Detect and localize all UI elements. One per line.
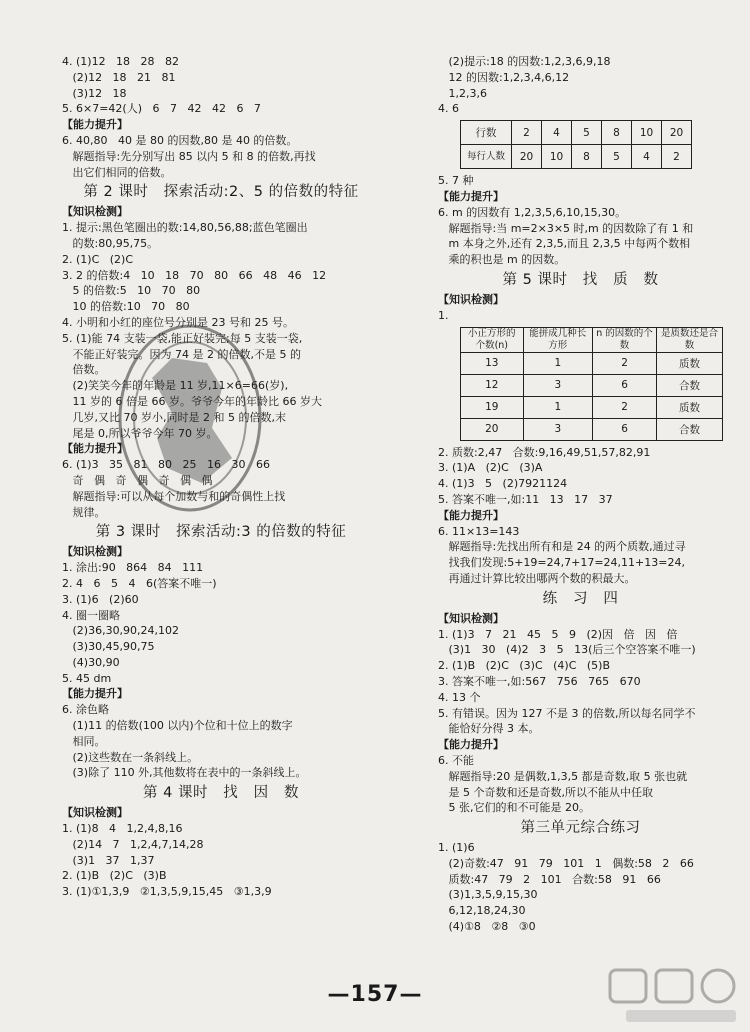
table-header-cell: n 的因数的个数	[593, 327, 657, 352]
table-cell: 1	[523, 352, 592, 374]
answer-line: 解题指导:20 是偶数,1,3,5 都是奇数,取 5 张也就	[438, 769, 688, 783]
section-tag: 【能力提升】	[62, 687, 128, 701]
answer-line: 乘的积也是 m 的因数。	[438, 253, 566, 267]
right-bottom-block	[438, 445, 723, 935]
answer-line: 1. 提示:黑色笔圈出的数:14,80,56,88;蓝色笔圈出	[62, 221, 308, 235]
table-cell: 1	[523, 396, 592, 418]
answer-line: 几岁,又比 70 岁小,同时是 2 和 5 的倍数,末	[62, 410, 286, 424]
answer-line: 3. (1)A (2)C (3)A	[438, 461, 543, 475]
answer-line: (3)除了 110 外,其他数将在表中的一条斜线上。	[62, 766, 307, 780]
table-cell: 质数	[657, 352, 723, 374]
section-tag: 【知识检测】	[62, 806, 128, 820]
table-cell: 4	[632, 145, 662, 169]
table-row	[461, 352, 723, 374]
section-heading: 第 4 课时 找 因 数	[143, 785, 299, 802]
answer-line: 5 张,它们的和不可能是 20。	[438, 801, 590, 815]
section-tag: 【知识检测】	[62, 545, 128, 559]
answer-line: 3. 答案不唯一,如:567 756 765 670	[438, 674, 641, 688]
section-tag: 【能力提升】	[62, 118, 128, 132]
section-tag: 【知识检测】	[62, 205, 128, 219]
answer-line: 5. 7 种	[438, 174, 474, 188]
answer-line: 2. (1)B (2)C (3)B	[62, 869, 167, 883]
answer-line: 6. 不能	[438, 753, 474, 767]
answer-line: 再通过计算比较出哪两个数的积最大。	[438, 571, 636, 585]
section-tag: 【能力提升】	[62, 442, 128, 456]
answer-line: (3)1 30 (4)2 3 5 13(后三个空答案不唯一)	[438, 643, 696, 657]
answer-line: (3)30,45,90,75	[62, 640, 155, 654]
answer-line: (2)这些数在一条斜线上。	[62, 750, 199, 764]
answer-line: 1. 涂出:90 864 84 111	[62, 561, 204, 575]
rows-table	[460, 120, 692, 169]
table-cell: 19	[461, 396, 524, 418]
answer-line: 4. (1)12 18 28 82	[62, 55, 180, 68]
table-cell: 13	[461, 352, 524, 374]
answer-line: 5. (1)能 74 支装一袋,能正好装完;每 5 支装一袋,	[62, 331, 303, 345]
library-stamp-watermark	[112, 318, 267, 518]
table-cell: 10	[632, 121, 662, 145]
answer-line: 6. 40,80 40 是 80 的因数,80 是 40 的倍数。	[62, 133, 298, 147]
primes-table	[460, 327, 723, 441]
table-header-cell: 小正方形的个数(n)	[461, 327, 524, 352]
table-cell: 6	[593, 374, 657, 396]
answer-line: 5. 答案不唯一,如:11 13 17 37	[438, 492, 613, 506]
answer-line: 解题指导:当 m=2×3×5 时,m 的因数除了有 1 和	[438, 221, 694, 235]
table-cell: 20	[662, 121, 692, 145]
answer-line: 出它们相同的倍数。	[62, 165, 172, 179]
answer-line: 6. 涂色略	[62, 703, 109, 717]
table-cell: 3	[523, 374, 592, 396]
table-cell: 2	[593, 352, 657, 374]
table-cell: 2	[512, 121, 542, 145]
answer-line: (2)笑笑今年的年龄是 11 岁,11×6=66(岁),	[62, 379, 289, 393]
answer-line: 1,2,3,6	[438, 86, 487, 100]
table-row	[461, 418, 723, 440]
table-cell: 2	[593, 396, 657, 418]
table-header-cell: 能拼成几种长方形	[523, 327, 592, 352]
answer-line: 是 5 个奇数和还是奇数,所以不能从中任取	[438, 785, 653, 799]
answer-line: 4. (1)3 5 (2)7921124	[438, 477, 568, 491]
answer-line: 1.	[438, 308, 449, 322]
answer-line: 解题指导:先分别写出 85 以内 5 和 8 的倍数,再找	[62, 149, 316, 163]
answer-line: 3. 2 的倍数:4 10 18 70 80 66 48 46 12	[62, 268, 327, 282]
answer-line: (3)12 18	[62, 86, 127, 100]
answer-line: (2)12 18 21 81	[62, 70, 176, 84]
answer-line: 5. 6×7=42(人) 6 7 42 42 6 7	[62, 102, 261, 116]
answer-line: 6,12,18,24,30	[438, 904, 526, 918]
answer-line: m 本身之外,还有 2,3,5,而且 2,3,5 中每两个数相	[438, 237, 691, 251]
table-cell: 合数	[657, 418, 723, 440]
answer-line: (3)1,3,5,9,15,30	[438, 888, 538, 902]
answer-line: 2. (1)C (2)C	[62, 252, 134, 266]
answer-line: 4. 13 个	[438, 690, 481, 704]
section-tag: 【能力提升】	[438, 189, 504, 203]
section-heading: 第 2 课时 探索活动:2、5 的倍数的特征	[83, 184, 359, 201]
table-cell: 质数	[657, 396, 723, 418]
answer-line: 4. 小明和小红的座位号分别是 23 号和 25 号。	[62, 315, 294, 329]
answer-line: 5 的倍数:5 10 70 80	[62, 284, 201, 298]
section-tag: 【能力提升】	[438, 508, 504, 522]
answer-line: 奇 偶 奇 偶 奇 偶 偶	[62, 473, 213, 487]
table-cell: 8	[602, 121, 632, 145]
right-mid-block	[438, 173, 723, 323]
answer-line: 解题指导:可以从每个加数与和的奇偶性上找	[62, 489, 286, 503]
answer-line: 尾是 0,所以爷爷今年 70 岁。	[62, 426, 218, 440]
section-tag: 【能力提升】	[438, 738, 504, 752]
answer-line: 1. (1)3 7 21 45 5 9 (2)因 倍 因 倍	[438, 627, 678, 641]
answer-line: 找我们发现:5+19=24,7+17=24,11+13=24,	[438, 556, 685, 570]
table-cell: 20	[512, 145, 542, 169]
answer-line: 规律。	[62, 505, 106, 519]
answer-line: 能恰好分得 3 本。	[438, 722, 540, 736]
table-header-cell: 行数	[461, 121, 512, 145]
answer-line: (1)11 的倍数(100 以内)个位和十位上的数字	[62, 719, 293, 733]
answer-line: 3. (1)①1,3,9 ②1,3,5,9,15,45 ③1,3,9	[62, 885, 272, 899]
answer-line: 不能正好装完。因为 74 是 2 的倍数,不是 5 的	[62, 347, 301, 361]
table-header-cell: 是质数还是合数	[657, 327, 723, 352]
answer-line: (3)1 37 1,37	[62, 853, 155, 867]
table-header-cell: 每行人数	[461, 145, 512, 169]
answer-line: (4)30,90	[62, 655, 120, 669]
table-header-row	[461, 327, 723, 352]
answer-line: 2. 质数:2,47 合数:9,16,49,51,57,82,91	[438, 445, 651, 459]
answer-line: 2. (1)B (2)C (3)C (4)C (5)B	[438, 659, 610, 673]
right-column	[438, 54, 723, 935]
answer-line: (2)提示:18 的因数:1,2,3,6,9,18	[438, 55, 611, 68]
section-tag: 【知识检测】	[438, 611, 504, 625]
answer-line: 6. (1)3 35 81 80 25 16 30 66	[62, 458, 270, 472]
table-cell: 10	[542, 145, 572, 169]
right-top-block	[438, 54, 723, 117]
table-row	[461, 145, 692, 169]
answer-line: 解题指导:先找出所有和是 24 的两个质数,通过寻	[438, 540, 686, 554]
table-cell: 3	[523, 418, 592, 440]
table-cell: 合数	[657, 374, 723, 396]
answer-line: (2)奇数:47 91 79 101 1 偶数:58 2 66	[438, 856, 694, 870]
answer-line: 1. (1)8 4 1,2,4,8,16	[62, 822, 183, 836]
section-heading: 第 3 课时 探索活动:3 的倍数的特征	[95, 524, 347, 541]
answer-line: 的数:80,95,75。	[62, 236, 159, 250]
table-cell: 8	[572, 145, 602, 169]
answer-line: 10 的倍数:10 70 80	[62, 300, 190, 314]
answer-line: 6. m 的因数有 1,2,3,5,6,10,15,30。	[438, 205, 627, 219]
table-cell: 6	[593, 418, 657, 440]
section-tag: 【知识检测】	[438, 292, 504, 306]
answer-line: 2. 4 6 5 4 6(答案不唯一)	[62, 576, 217, 590]
table-cell: 2	[662, 145, 692, 169]
answer-line: 4. 6	[438, 102, 459, 116]
table-row	[461, 374, 723, 396]
table-row	[461, 121, 692, 145]
table-cell: 5	[602, 145, 632, 169]
table-cell: 4	[542, 121, 572, 145]
table-cell: 12	[461, 374, 524, 396]
answer-line: 质数:47 79 2 101 合数:58 91 66	[438, 872, 661, 886]
table-cell: 20	[461, 418, 524, 440]
answer-line: (2)36,30,90,24,102	[62, 624, 180, 638]
table-row	[461, 396, 723, 418]
answer-line: 5. 45 dm	[62, 671, 112, 685]
answer-line: 1. (1)6	[438, 841, 475, 855]
answer-line: 6. 11×13=143	[438, 524, 520, 538]
answer-line: 12 的因数:1,2,3,4,6,12	[438, 70, 570, 84]
answer-line: (2)14 7 1,2,4,7,14,28	[62, 837, 204, 851]
answer-line: 3. (1)6 (2)60	[62, 592, 139, 606]
answer-line: 倍数。	[62, 363, 106, 377]
answer-line: 5. 有错误。因为 127 不是 3 的倍数,所以每名同学不	[438, 706, 696, 720]
answer-line: 4. 圈一圈略	[62, 608, 120, 622]
table-cell: 5	[572, 121, 602, 145]
page-number: —157—	[327, 982, 423, 1007]
section-heading: 第三单元综合练习	[520, 820, 641, 837]
section-heading: 第 5 课时 找 质 数	[502, 271, 659, 288]
answer-line: 11 岁的 6 倍是 66 岁。爷爷今年的年龄比 66 岁大	[62, 394, 322, 408]
answer-line: (4)①8 ②8 ③0	[438, 920, 536, 934]
answer-line: 相同。	[62, 734, 106, 748]
section-heading: 练 习 四	[542, 590, 619, 607]
